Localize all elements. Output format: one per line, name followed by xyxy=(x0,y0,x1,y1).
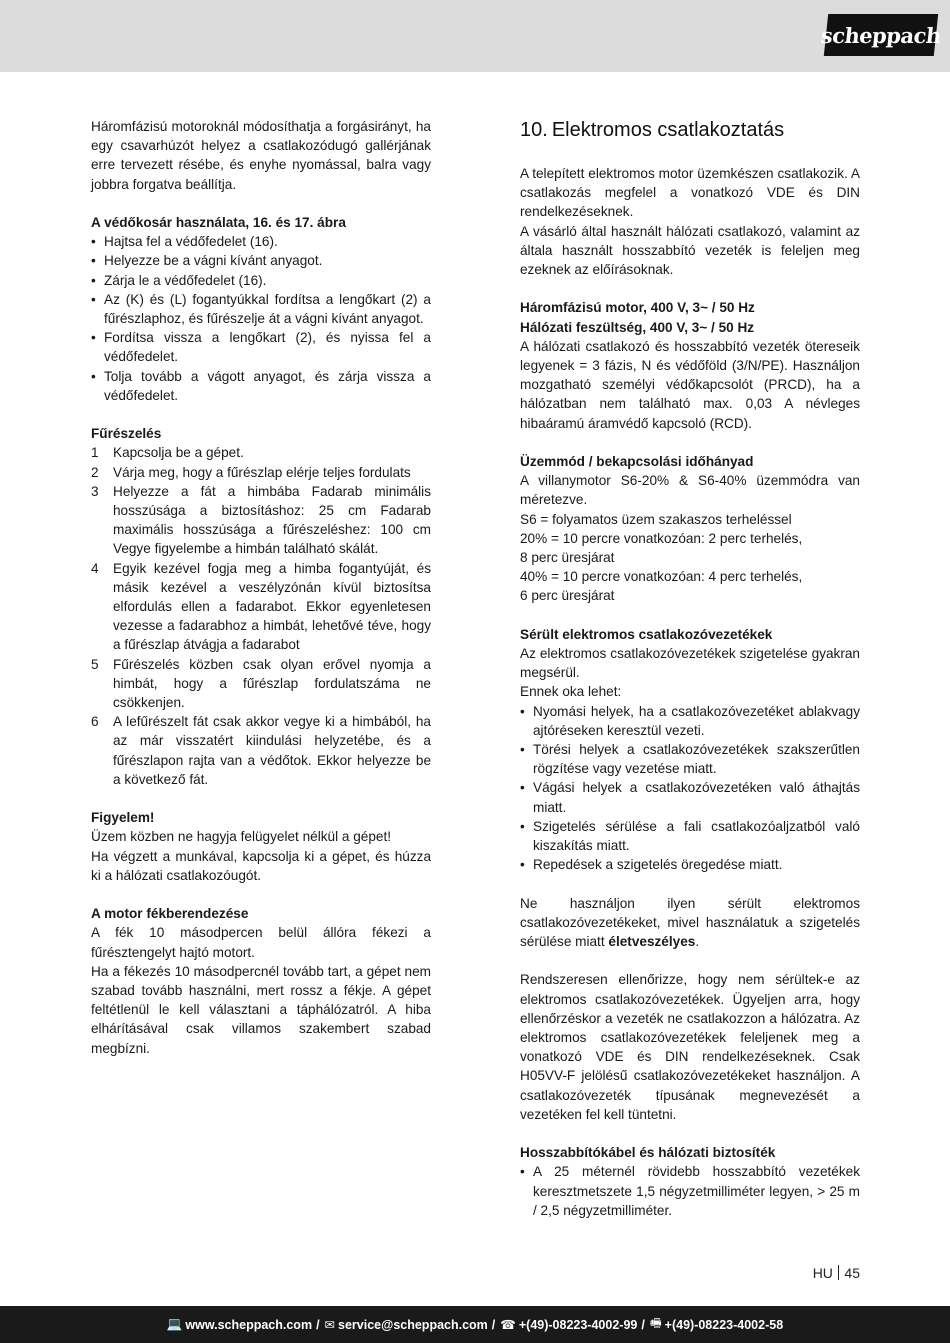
warning-paragraph xyxy=(520,894,860,952)
connection-paragraph: A telepített elektromos motor üzemkészen csatlakozik. A csatlakozás megfelel a vonatkozó VDE és DIN rendelkezéseknek. xyxy=(520,166,860,220)
step-number: 2 xyxy=(91,464,99,480)
sawing-steps xyxy=(91,443,431,789)
footer-separator: / xyxy=(316,1317,320,1332)
list-item: • Szigetelés sérülése a fali csatlakozóaljzatból való kiszakítás miatt. xyxy=(520,817,860,855)
list-item xyxy=(91,655,431,713)
list-item: • Törési helyek a csatlakozóvezetékek szakszerűtlen rögzítése vagy vezetése miatt. xyxy=(520,740,860,778)
step-text: Kapcsolja be a gépet. xyxy=(113,445,244,461)
list-item xyxy=(91,559,431,655)
warning-emphasis: életveszélyes xyxy=(608,934,696,950)
list-item: • Az (K) és (L) fogantyúkkal fordítsa a lengőkart (2) a fűrészlaphoz, és fűrészelje át a vágni kívánt anyagot. xyxy=(91,290,431,328)
warning-text: Ne használjon ilyen sérült elektromos csatlakozóvezetékeket, mivel használatuk a szigetelés sérülése miatt xyxy=(520,895,860,950)
step-text: Fűrészelés közben csak olyan erővel nyomja a himbát, hogy a fűrészlap fordulatszáma ne csökkenjen. xyxy=(113,656,431,711)
fax-icon: 🖷 xyxy=(649,1316,662,1330)
step-number: 4 xyxy=(91,560,99,576)
mode-heading: Üzemmód / bekapcsolási időhányad xyxy=(520,454,754,470)
step-text: Helyezze a fát a himbába Fadarab minimális hosszúsága a biztosításhoz: 25 cm Fadarab maximális hosszúsága a fűrészeléshez: 100 cm Vegye figyelembe a himbán található skálát. xyxy=(113,483,431,557)
right-column xyxy=(520,117,860,1220)
extension-heading: Hosszabbítókábel és hálózati biztosíték xyxy=(520,1145,776,1161)
phone-icon: ☎ xyxy=(500,1318,516,1332)
attention-heading: Figyelem! xyxy=(91,810,155,826)
section-title xyxy=(520,117,860,143)
mode-line: 40% = 10 percre vonatkozóan: 4 perc terhelés, xyxy=(520,569,803,585)
footer-website[interactable]: www.scheppach.com xyxy=(185,1317,313,1332)
laptop-icon: 💻 xyxy=(166,1317,183,1331)
left-column xyxy=(91,117,431,1058)
check-paragraph: Rendszeresen ellenőrizze, hogy nem sérültek-e az elektromos csatlakozóvezetékek. Ügyeljen arra, hogy ellenőrzéskor a vezeték ne csatlakozzon a hálózatra. Az elektromos csatlakozóvezetékek feleljenek meg a vonatkozó VDE és DIN rendelkezéseknek. Csak H05VV-F jelölésű csatlakozóvezetékeket használjon. A csatlakozóvezeték típusának megnevezését a vezetéken fel kell tüntetni. xyxy=(520,972,860,1122)
list-item: • Fordítsa vissza a lengőkart (2), és nyissa fel a védőfedelet. xyxy=(91,328,431,366)
motor-paragraph: A hálózati csatlakozó és hosszabbító vezeték ötereseik legyenek = 3 fázis, N és védőföld (3/N/PE). Használjon mozgatható személyi védőkapcsolót (PRCD), ha a hálózatban nem található max. 0,03 A névleges hibaáramú áramvédő kapcsoló (RCD). xyxy=(520,338,860,431)
guard-list xyxy=(91,232,431,405)
guard-heading: A védőkosár használata, 16. és 17. ábra xyxy=(91,215,346,230)
motor-heading: Háromfázisú motor, 400 V, 3~ / 50 Hz xyxy=(520,300,755,316)
page-language: HU xyxy=(812,1265,833,1281)
damaged-list xyxy=(520,702,860,875)
rotation-intro: Háromfázisú motoroknál módosíthatja a forgásirányt, ha egy csavarhúzót helyez a csatlakozódugó gallérjának erre tervezett résébe, és enyhe nyomással, balra vagy jobbra forgatva beállítja. xyxy=(91,119,431,192)
section-title-text: Elektromos csatlakoztatás xyxy=(551,119,785,141)
step-number: 3 xyxy=(91,483,99,499)
attention-line: Ha végzett a munkával, kapcsolja ki a gépet, és húzza ki a hálózati csatlakozóugót. xyxy=(91,848,431,883)
step-number: 1 xyxy=(91,445,99,461)
list-item: • Helyezze be a vágni kívánt anyagot. xyxy=(91,251,431,270)
step-text: Várja meg, hogy a fűrészlap elérje teljes fordulats xyxy=(113,464,411,480)
brake-paragraph: A fék 10 másodpercen belül állóra fékezi a fűrésztengelyt hajtó motort. xyxy=(91,925,431,960)
extension-list xyxy=(520,1162,860,1220)
brake-heading: A motor fékberendezése xyxy=(91,906,249,922)
warning-end: . xyxy=(695,934,700,950)
footer-fax: +(49)-08223-4002-58 xyxy=(664,1317,784,1332)
step-text: Egyik kezével fogja meg a himba fogantyúját, és másik kezével a veszélyzónán kívül biztosítsa elfordulás ellen a fadarabot. Ekkor egyenletesen vezesse a fadarabhoz a himbát, lehetővé téve, hogy a fűrészlap átvágja a fadarabot xyxy=(113,560,431,653)
footer-separator: / xyxy=(641,1317,645,1332)
page-number-value: 45 xyxy=(844,1265,860,1281)
mode-line: S6 = folyamatos üzem szakaszos terheléssel xyxy=(520,511,792,527)
mode-paragraph: A villanymotor S6-20% & S6-40% üzemmódra van méretezve. xyxy=(520,473,860,508)
list-item: • Hajtsa fel a védőfedelet (16). xyxy=(91,232,431,251)
top-bar xyxy=(0,0,950,72)
list-item: • Zárja le a védőfedelet (16). xyxy=(91,271,431,290)
mode-line: 20% = 10 percre vonatkozóan: 2 perc terhelés, xyxy=(520,530,803,546)
footer-separator: / xyxy=(491,1317,496,1332)
scheppach-logo: scheppach xyxy=(824,14,938,56)
footer-phone: +(49)-08223-4002-99 xyxy=(518,1317,638,1332)
page-number xyxy=(813,1265,860,1281)
sawing-heading: Fűrészelés xyxy=(91,426,162,442)
list-item: • A 25 méternél rövidebb hosszabbító vezetékek keresztmetszete 1,5 négyzetmilliméter legyen, > 25 m / 2,5 négyzetmilliméter. xyxy=(520,1162,860,1220)
footer-email[interactable]: service@scheppach.com xyxy=(338,1317,488,1332)
list-item: • Nyomási helyek, ha a csatlakozóvezetéket ablakvagy ajtóréseken keresztül vezeti. xyxy=(520,702,860,740)
list-item: • Tolja tovább a vágott anyagot, és zárja vissza a védőfedelet. xyxy=(91,367,431,405)
mode-line: 8 perc üresjárat xyxy=(520,550,615,566)
mail-icon: ✉ xyxy=(324,1318,336,1332)
mode-line: 6 perc üresjárat xyxy=(520,588,615,604)
list-item xyxy=(91,443,431,462)
step-text: A lefűrészelt fát csak akkor vegye ki a himbából, ha az már visszatért kiindulási helyzetébe, és a fűrészlapon rajta van a védőtok. Ekkor helyezze be a következő fát. xyxy=(113,714,431,787)
list-item xyxy=(91,482,431,559)
list-item xyxy=(91,712,431,789)
list-item: • Repedések a szigetelés öregedése miatt. xyxy=(520,855,860,874)
connection-paragraph: A vásárló által használt hálózati csatlakozó, valamint az általa használt hosszabbító vezeték is feleljen meg ezeknek az előírásoknak. xyxy=(520,223,860,278)
list-item xyxy=(91,463,431,482)
list-item: • Vágási helyek a csatlakozóvezetéken való áthajtás miatt. xyxy=(520,778,860,816)
damaged-paragraph: Ennek oka lehet: xyxy=(520,684,622,700)
attention-line: Üzem közben ne hagyja felügyelet nélkül a gépet! xyxy=(91,829,392,845)
step-number: 5 xyxy=(91,656,99,672)
section-number: 10. xyxy=(520,119,548,141)
brake-paragraph: Ha a fékezés 10 másodpercnél tovább tart, a gépet nem szabad tovább használni, mert rossz a fékje. A gépet feltétlenül le kell választani a táphálózatról. A hiba elhárításával csak villamos szakembert szabad megbízni. xyxy=(91,963,431,1056)
damaged-heading: Sérült elektromos csatlakozóvezetékek xyxy=(520,626,773,642)
voltage-heading: Hálózati feszültség, 400 V, 3~ / 50 Hz xyxy=(520,319,755,335)
damaged-paragraph: Az elektromos csatlakozóvezetékek szigetelése gyakran megsérül. xyxy=(520,646,860,681)
page-divider xyxy=(838,1265,840,1280)
step-number: 6 xyxy=(91,714,99,730)
footer-bar xyxy=(0,1306,950,1343)
